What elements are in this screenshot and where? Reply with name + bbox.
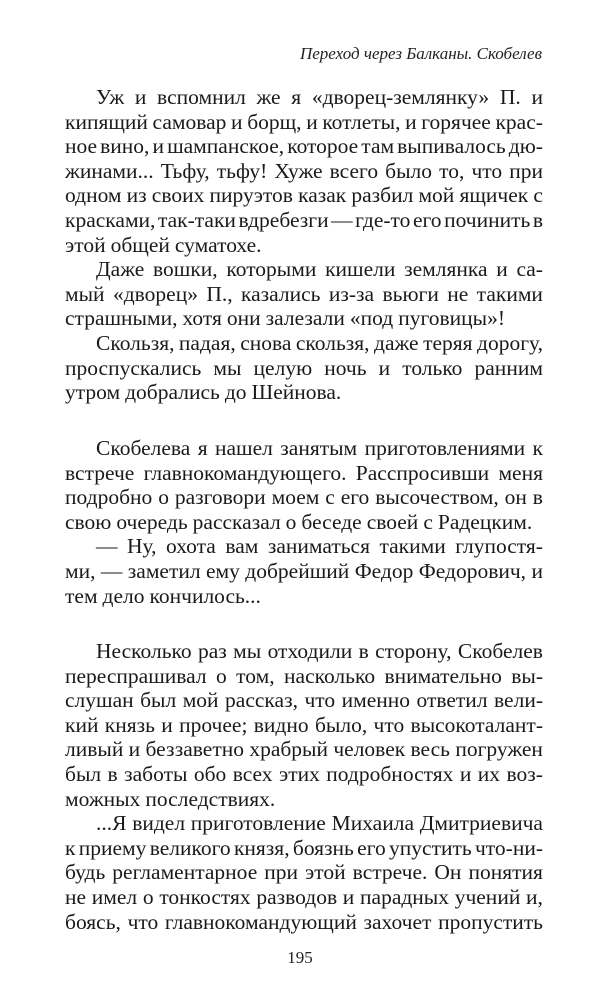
- text-line: жинами... Тьфу, тьфу! Хуже всего было то, что при: [65, 158, 543, 183]
- text-line: Несколько раз мы отходили в сторону, Скобелев: [96, 639, 543, 663]
- text-line: боясь, что главнокомандующий захочет пропустить: [65, 909, 543, 934]
- text-line: Уж и вспомнил же я «дворец-землянку» П. и: [96, 85, 543, 109]
- text-line: этой общей суматохе.: [65, 232, 262, 257]
- text-line: мый «дворец» П., казались из-за вьюги не такими: [65, 281, 543, 306]
- text-line: не имел о тонкостях разводов и парадных учений и,: [65, 884, 543, 909]
- text-line: будь регламентарное при этой встрече. Он понятия: [65, 860, 543, 885]
- text-line: переспрашивал о том, насколько внимательно вы-: [65, 663, 543, 688]
- text-line: страшными, хотя они залезали «под пуговицы»!: [65, 306, 506, 331]
- text-line: одном из своих пируэтов казак разбил мой ящичек с: [65, 183, 543, 208]
- page-number: 195: [287, 948, 313, 967]
- text-section: [65, 639, 543, 934]
- text-line: Скобелева я нашел занятым приготовлениями к: [96, 436, 543, 460]
- text-line: встрече главнокомандующего. Расспросивши меня: [65, 460, 543, 485]
- text-line: утром добрались до Шейнова.: [65, 380, 342, 405]
- text-line: тем дело кончилось...: [65, 583, 261, 608]
- text-line: ливый и беззаветно храбрый человек весь погружен: [65, 737, 543, 762]
- text-section: [65, 436, 543, 608]
- text-line: проспускались мы целую ночь и только ранним: [65, 355, 543, 380]
- running-head: Переход через Балканы. Скобелев: [299, 44, 542, 63]
- text-line: кипящий самовар и борщ, и котлеты, и горячее крас-: [65, 109, 543, 134]
- text-line: Даже вошки, которыми кишели землянка и са-: [96, 257, 543, 282]
- text-line: кий князь и прочее; видно было, что высокоталант-: [65, 712, 543, 737]
- text-line: к приему великого князя, боязнь его упустить что-ни-: [65, 835, 543, 860]
- text-line: ное вино, и шампанское, которое там выпивалось дю-: [65, 134, 543, 159]
- text-line: ...Я видел приготовление Михаила Дмитриевича: [96, 811, 543, 836]
- text-line: — Ну, охота вам заниматься такими глупостя-: [96, 534, 543, 559]
- text-line: свою очередь рассказал о беседе своей с Радецким.: [65, 509, 533, 534]
- text-line: ми, — заметил ему добрейший Федор Федорович, и: [65, 558, 543, 583]
- text-line: Скользя, падая, снова скользя, даже теряя дорогу,: [96, 330, 543, 355]
- text-line: был в заботы обо всех этих подробностях и их воз-: [65, 761, 543, 786]
- text-line: можных последствиях.: [65, 786, 276, 811]
- text-line: подробно о разговори моем с его высочеством, он в: [65, 485, 543, 510]
- text-section: [65, 85, 543, 405]
- text-line: слушан был мой рассказ, что именно ответил вели-: [65, 688, 543, 713]
- text-line: красками, так-таки вдребезги — где-то его починить в: [65, 207, 543, 232]
